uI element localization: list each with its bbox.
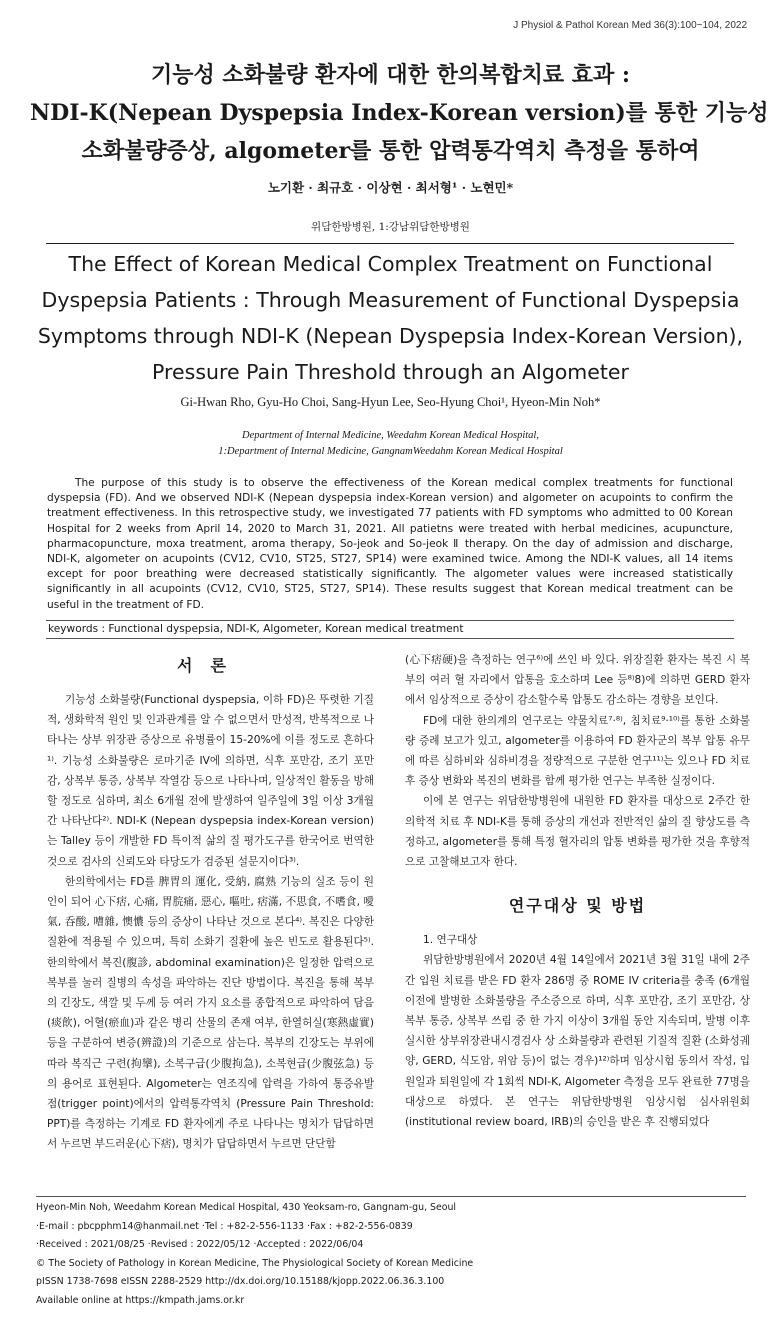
- english-title: [30, 246, 751, 390]
- footer: [36, 1196, 746, 1311]
- divider: [46, 243, 734, 244]
- korean-title-line: NDI-K(Nepean Dyspepsia Index-Korean version)를 통한 기능성: [30, 100, 769, 126]
- english-title-line: Symptoms through NDI-K (Nepean Dyspepsia Index-Korean Version),: [37, 324, 744, 348]
- footer-line: © The Society of Pathology in Korean Medicine, The Physiological Society of Korean Medicine: [36, 1257, 474, 1269]
- english-authors: Gi-Hwan Rho, Gyu-Ho Choi, Sang-Hyun Lee, Seo-Hyung Choi¹, Hyeon-Min Noh*: [180, 395, 601, 409]
- english-title-line: The Effect of Korean Medical Complex Treatment on Functional: [68, 252, 713, 276]
- korean-title-line: 기능성 소화불량 환자에 대한 한의복합치료 효과 :: [150, 62, 631, 88]
- footer-line: pISSN 1738-7698 eISSN 2288-2529 http://dx.doi.org/10.15188/kjopp.2022.06.36.3.100: [36, 1276, 445, 1288]
- subsection-heading: 1. 연구대상: [423, 934, 478, 947]
- journal-header: J Physiol & Pathol Korean Med 36(3):100~104, 2022: [513, 20, 747, 31]
- english-departments: [0, 428, 781, 460]
- department-line: Department of Internal Medicine, Weedahm Korean Medical Hospital,: [242, 430, 539, 441]
- footer-line: ·E-mail : pbcpphm14@hanmail.net ·Tel : +82-2-556-1133 ·Fax : +82-2-556-0839: [36, 1220, 413, 1232]
- body-paragraph: 위담한방병원에서 2020년 4월 14일에서 2021년 3월 31일 내에 2주간 입원 치료를 받은 FD 환자 286명 중 ROME IV criteria를 충족 (6개월 이전에 발병한 소화불량을 주소증으로 하며, 식후 포만감, 조기 포만감, 상복부 통증, 상복부 쓰림 중 한 가지 이상이 3개월 동안 지속되며, 발병 이후 실시한 상부위장관내시경검사 상 소화불량과 관련된 기질적 질환 (소화성궤양, GERD, 식도암, 위암 등)이 없는 경우)¹²⁾하며 임상시험 동의서 작성, 입원일과 퇴원일에 각 1회씩 NDI-K, Algometer 측정을 모두 완료한 77명을 대상으로 하였다. 본 연구는 위담한방병원 임상시험 심사위원회(institutional review board, IRB)의 승인을 받은 후 진행되었다: [405, 954, 750, 1129]
- keywords: keywords : Functional dyspepsia, NDI-K, Algometer, Korean medical treatment: [46, 620, 734, 639]
- body-paragraph: (心下痞硬)을 측정하는 연구⁶⁾에 쓰인 바 있다. 위장질환 환자는 복진 시 복부의 여러 혈 자리에서 압통을 호소하며 Lee 등⁸⁾8)에 의하면 GERD 환자에서 임상적으로 증상이 감소할수록 압통도 감소하는 경향을 보인다.: [405, 654, 750, 707]
- korean-authors: 노기환 · 최규호 · 이상현 · 최서형¹ · 노현민*: [267, 180, 514, 195]
- body-paragraph: FD에 대한 한의계의 연구로는 약물치료⁷·⁸⁾, 침치료⁹·¹⁰⁾를 통한 소화불량 증례 보고가 있고, algometer를 이용하여 FD 환자군의 복부 압통 유무에 따른 심하비와 심하비경을 정량적으로 구분한 연구¹¹⁾는 있으나 FD 치료 후 증상 변화와 복진의 변화를 함께 평가한 연구는 부족한 실정이다.: [405, 714, 750, 788]
- body-paragraph: 기능성 소화불량(Functional dyspepsia, 이하 FD)은 뚜렷한 기질적, 생화학적 원인 및 인과관계를 알 수 없으면서 만성적, 반복적으로 나타나는 상부 위장관 증상으로 유병률이 15-20%에 이를 정도로 흔하다¹⁾. 기능성 소화불량은 로마기준 IV에 의하면, 식후 포만감, 조기 포만감, 상복부 통증, 상복부 작열감 등으로 나타나며, 일상적인 활동을 방해할 정도로 심하며, 최소 6개월 전에 발생하여 일주일에 3일 이상 3개월간 나타난다²⁾. NDI-K (Nepean dyspepsia index-Korean version)는 Talley 등이 개발한 FD 특이적 삶의 질 평가도구를 한국어로 번역한 것으로 검사의 신뢰도와 타당도가 검증된 설문지이다³⁾.: [47, 694, 374, 868]
- english-title-line: Dyspepsia Patients : Through Measurement of Functional Dyspepsia: [41, 288, 740, 312]
- left-column: [47, 644, 374, 1155]
- korean-title: [30, 56, 769, 170]
- section-heading-introduction: 서론: [177, 656, 244, 675]
- korean-title-line: 소화불량증상, algometer를 통한 압력통각역치 측정을 통하여: [81, 138, 700, 164]
- body-paragraph: 이에 본 연구는 위담한방병원에 내원한 FD 환자를 대상으로 2주간 한의학적 치료 후 NDI-K를 통해 증상의 개선과 전반적인 삶의 질 향상도를 측정하고, algometer를 통해 특정 혈자리의 압통 변화를 평가한 것을 후향적으로 고찰해보고자 한다.: [405, 795, 750, 869]
- section-heading-methods: 연구대상 및 방법: [508, 896, 647, 916]
- abstract: The purpose of this study is to observe the effectiveness of the Korean medical complex treatments for functional dyspepsia (FD). And we observed NDI-K (Nepean dyspepsia index-Korean version) and algometer on acupoints to confirm the treatment effectiveness. In this retrospective study, we investigated 77 patients with FD symptoms who admitted to 00 Korean Hospital for 2 weeks from April 14, 2020 to March 31, 2021. All patietns were treated with herbal medicines, acupuncture, pharmacopuncture, moxa treatment, aroma therapy, So-jeok and So-jeok Ⅱ therapy. On the day of admission and discharge, NDI-K, algometer on acupoints (CV12, CV10, ST25, ST27, SP14) were examined twice. Among the NDI-K values, all 14 items except for poor breathing were decreased statistically significantly. The algometer values were increased statistically significantly in all acupoints (CV12, CV10, ST25, ST27, SP14). These results suggest that Korean medical treatment can be useful in the treatment of FD.: [47, 477, 733, 611]
- body-paragraph: 한의학에서는 FD를 脾胃의 運化, 受納, 腐熟 기능의 실조 등이 원인이 되어 心下痞, 心痛, 胃脘痛, 惡心, 嘔吐, 痞滿, 不思食, 不嗜食, 噯氣, 呑酸, 嘈雜, 懊憹 등의 증상이 나타난 것으로 본다⁴⁾. 복진은 다양한 질환에 적용될 수 있으며, 특히 소화기 질환에 높은 빈도로 활용된다⁵⁾. 한의학에서 복진(腹診, abdominal examination)은 일정한 압력으로 복부를 눌러 질병의 속성을 파악하는 진단 방법이다. 복진을 통해 복부의 긴장도, 색깔 및 두께 등 여러 가지 요소를 종합적으로 파악하여 담음(痰飮), 어혈(瘀血)과 같은 병리 산물의 존재 여부, 한열허실(寒熱虛實) 등을 구분하여 변증(辨證)의 기준으로 삼는다. 복부의 긴장도는 부위에 따라 복직근 구련(拘攣), 소복구급(少腹拘急), 소복현급(少腹弦急) 등의 용어로 표현된다. Algometer는 연조직에 압력을 가하여 통증유발점(trigger point)에서의 압력통각역치 (Pressure Pain Threshold: PPT)를 측정하는 기계로 FD 환자에게 주로 나타나는 명치가 답답하면서 누르면 부드러운(心下痞), 명치가 답답하면서 누르면 단단함: [47, 875, 374, 1151]
- department-line: 1:Department of Internal Medicine, GangnamWeedahm Korean Medical Hospital: [218, 446, 563, 457]
- korean-affiliation: 위담한방병원, 1:강남위담한방병원: [311, 221, 470, 233]
- footer-line: Hyeon-Min Noh, Weedahm Korean Medical Hospital, 430 Yeoksam-ro, Gangnam-gu, Seoul: [36, 1202, 457, 1213]
- english-title-line: Pressure Pain Threshold through an Algometer: [152, 360, 629, 384]
- footer-line: ·Received : 2021/08/25 ·Revised : 2022/05/12 ·Accepted : 2022/06/04: [36, 1239, 364, 1251]
- footer-line: Available online at https://kmpath.jams.or.kr: [36, 1294, 245, 1306]
- right-column: [405, 650, 750, 1132]
